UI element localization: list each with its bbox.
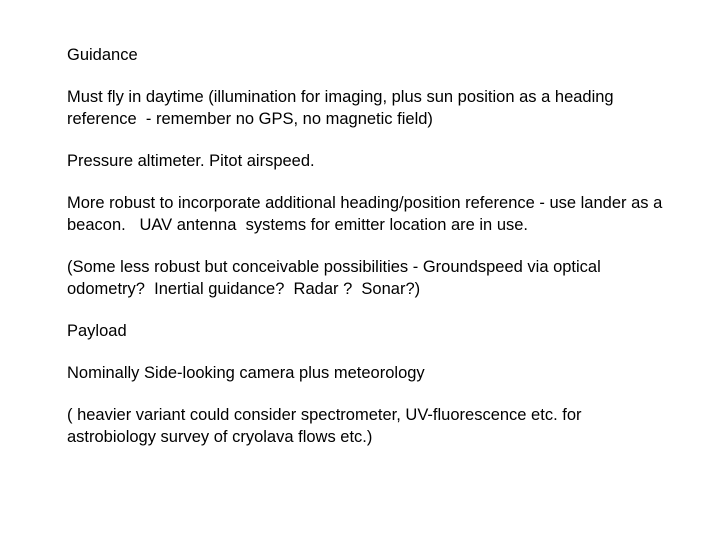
slide-body (67, 44, 667, 468)
paragraph-daytime-flight: Must fly in daytime (illumination for imaging, plus sun position as a heading reference - remember no GPS, no magnetic field) (67, 88, 619, 128)
paragraph-heavier-variant: ( heavier variant could consider spectrometer, UV-fluorescence etc. for astrobiology survey of cryolava flows etc.) (67, 406, 587, 446)
paragraph-camera-meteorology: Nominally Side-looking camera plus meteorology (67, 364, 425, 382)
paragraph-altimeter-airspeed: Pressure altimeter. Pitot airspeed. (67, 152, 315, 170)
heading-guidance: Guidance (67, 46, 138, 64)
paragraph-heading-reference: More robust to incorporate additional heading/position reference - use lander as a beacon. UAV antenna systems for emitter location are in use. (67, 194, 667, 234)
paragraph-possibilities: (Some less robust but conceivable possibilities - Groundspeed via optical odometry? Inertial guidance? Radar ? Sonar?) (67, 258, 606, 298)
heading-payload: Payload (67, 322, 127, 340)
